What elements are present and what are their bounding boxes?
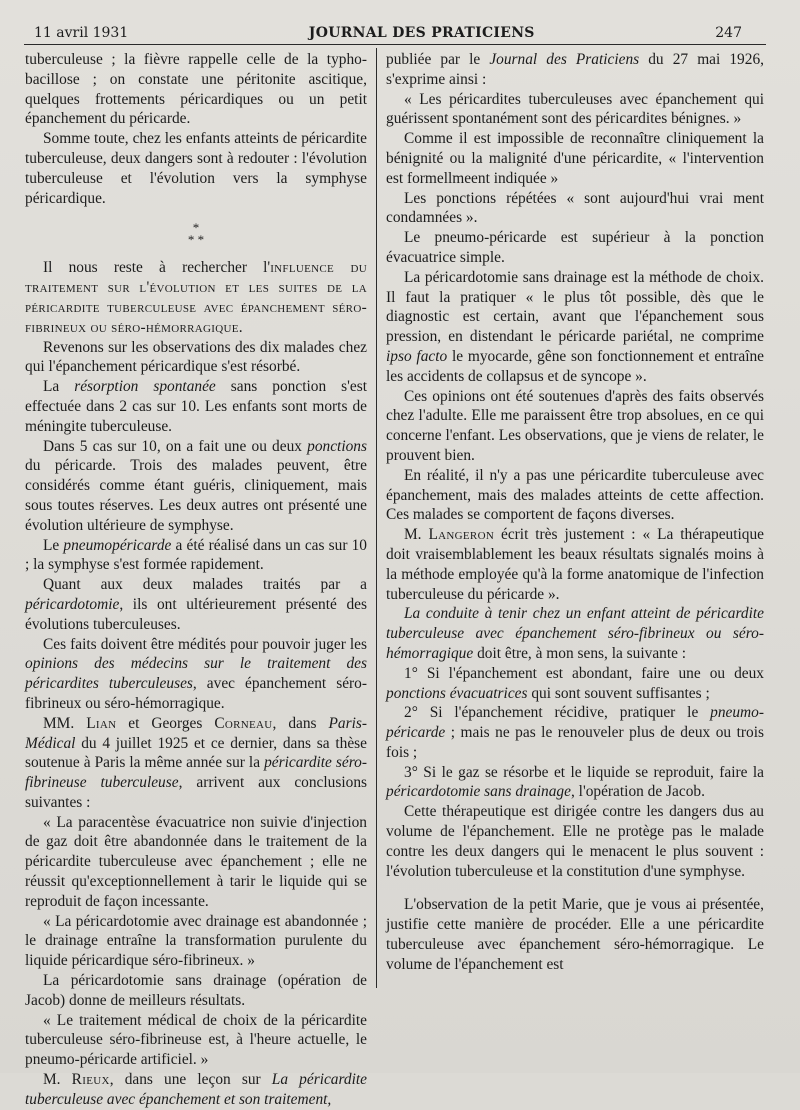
- quotation: « Le traitement médical de choix de la péricardite tuberculeuse séro-fibrineuse est, à l'heure actuelle, le pneumo-péricarde artificiel. »: [25, 1011, 367, 1069]
- paragraph: Ces opinions ont été soutenues d'après des faits observés chez l'adulte. Elle me paraissent être trop absolues, en ce qui concerne l'enfant. Les observations, que je viens de relater, le prouvent bien.: [386, 387, 764, 464]
- paragraph: MM. Lian et Georges Corneau, dans Paris-Médical du 4 juillet 1925 et ce dernier, dans sa thèse soutenue à Paris la même année sur la péricardite séro-fibrineuse tuberculeuse, arrivent aux conclusions suivantes :: [25, 714, 368, 811]
- paragraph-gap: [386, 881, 764, 895]
- paragraph: Comme il est impossible de reconnaître cliniquement la bénignité ou la malignité d'une péricardite, « l'intervention est formellmeent indiquée »: [386, 130, 764, 187]
- column-divider: [376, 48, 377, 988]
- paragraph: La péricardotomie sans drainage est la méthode de choix. Il faut la pratiquer « le plus tôt possible, dès que le diagnostic est certain, avant que l'épanchement sous pression, en distendant le péricarde pariétal, ne comprime ipso facto le myocarde, gêne son fonctionnement et entraîne les accidents de collapsus et de syncope ».: [386, 268, 764, 385]
- quotation: « La paracentèse évacuatrice non suivie d'injection de gaz doit être abandonnée dans le traitement de la péricardite tuberculeuse avec épanchement ; elle ne réussit qu'exceptionnellement à tarir le liquide qui se reproduit de façon incessante.: [25, 813, 367, 910]
- paragraph: Le pneumopéricarde a été réalisé dans un cas sur 10 ; la symphyse s'est formée rapidement.: [25, 536, 367, 574]
- paragraph: Le pneumo-péricarde est supérieur à la ponction évacuatrice simple.: [386, 229, 764, 266]
- paragraph: Dans 5 cas sur 10, on a fait une ou deux ponctions du péricarde. Trois des malades peuvent, être considérés comme étant guéris, cliniquement, mais sous toutes réserves. Les deux autres ont présenté une évolution ultérieure de symphyse.: [25, 437, 367, 534]
- left-column: [25, 50, 367, 1110]
- section-heading-smallcaps: influence du traitement sur l'évolution et les suites de la péricardite tuberculeuse avec épanchement séro-fibrineux ou séro-hémorragique.: [25, 259, 367, 336]
- paragraph: M. Rieux, dans une leçon sur La péricardite tuberculeuse avec épanchement et son traitement,: [25, 1071, 367, 1108]
- paragraph: En réalité, il n'y a pas une péricardite tuberculeuse avec épanchement, mais des malades atteints de cette affection. Ces malades se comportent de façons diverses.: [386, 466, 764, 524]
- paragraph: M. Langeron écrit très justement : « La thérapeutique doit vraisemblablement les beaux résultats signalés moins à la méthode employée qu'à la forme anatomique de l'infection tuberculeuse du péricarde ».: [386, 526, 764, 603]
- quotation: « La péricardotomie avec drainage est abandonnée ; le drainage entraîne la transformation purulente du liquide péricardique séro-fibrineux. »: [25, 912, 367, 970]
- list-item: 3° Si le gaz se résorbe et le liquide se reproduit, faire la péricardotomie sans drainage, l'opération de Jacob.: [386, 763, 764, 801]
- paragraph: Quant aux deux malades traités par a péricardotomie, ils ont ultérieurement présenté des évolutions tuberculeuses.: [25, 576, 367, 633]
- paragraph: Il nous reste à rechercher l'influence du traitement sur l'évolution et les suites de la péricardite tuberculeuse avec épanchement séro-fibrineux ou séro-hémorragique.: [25, 259, 367, 336]
- paragraph: L'observation de la petit Marie, que je vous ai présentée, justifie cette manière de procéder. Elle a une péricardite tuberculeuse avec épanchement séro-hémorragique. Le volume de l'épanchement est: [386, 896, 764, 973]
- journal-title: JOURNAL DES PRATICIENS: [308, 25, 535, 41]
- paragraph: Ces faits doivent être médités pour pouvoir juger les opinions des médecins sur le traitement des péricardites tuberculeuses, avec épanchement séro-fibrineux ou séro-hémorragique.: [25, 635, 367, 712]
- list-item: 1° Si l'épanchement est abondant, faire une ou deux ponctions évacuatrices qui sont souvent suffisantes ;: [386, 664, 764, 702]
- paragraph: Revenons sur les observations des dix malades chez qui l'épanchement péricardique s'est résorbé.: [25, 338, 367, 376]
- right-column: [386, 50, 764, 975]
- paragraph: Cette thérapeutique est dirigée contre les dangers dus au volume de l'épanchement. Elle ne protège pas le malade contre les deux dangers qui le menacent le plus souvent : l'évolution tuberculeuse et la constitution d'une symphyse.: [386, 803, 764, 880]
- paragraph: La résorption spontanée sans ponction s'est effectuée dans 2 cas sur 10. Les enfants sont morts de méningite tuberculeuse.: [25, 378, 367, 435]
- header-rule: [24, 44, 766, 45]
- paragraph: publiée par le Journal des Praticiens du 27 mai 1926, s'exprime ainsi :: [386, 51, 764, 88]
- paragraph: La péricardotomie sans drainage (opération de Jacob) donne de meilleurs résultats.: [25, 972, 367, 1009]
- paragraph: Les ponctions répétées « sont aujourd'hui vrai ment condamnées ».: [386, 189, 764, 227]
- page-number: 247: [715, 25, 742, 41]
- section-separator-asterism: * * *: [187, 220, 205, 248]
- page-header: [34, 17, 742, 41]
- paragraph: La conduite à tenir chez un enfant atteint de péricardite tuberculeuse avec épanchement séro-fibrineux ou séro-hémorragique doit être, à mon sens, la suivante :: [386, 605, 764, 662]
- list-item: 2° Si l'épanchement récidive, pratiquer le pneumo-péricarde ; mais ne pas le renouveler plus de deux ou trois fois ;: [386, 704, 764, 761]
- quotation: « Les péricardites tuberculeuses avec épanchement qui guérissent spontanément sont des péricardites bénignes. »: [386, 90, 764, 128]
- paragraph: tuberculeuse ; la fièvre rappelle celle de la typho-bacillose ; on constate une péritonite ascitique, quelques frottements péricardiques ou un petit épanchement du péricarde.: [25, 51, 367, 128]
- paragraph: Somme toute, chez les enfants atteints de péricardite tuberculeuse, deux dangers sont à redouter : l'évolution tuberculeuse et l'évolution vers la symphyse péricardique.: [25, 130, 367, 207]
- issue-date: 11 avril 1931: [34, 25, 129, 41]
